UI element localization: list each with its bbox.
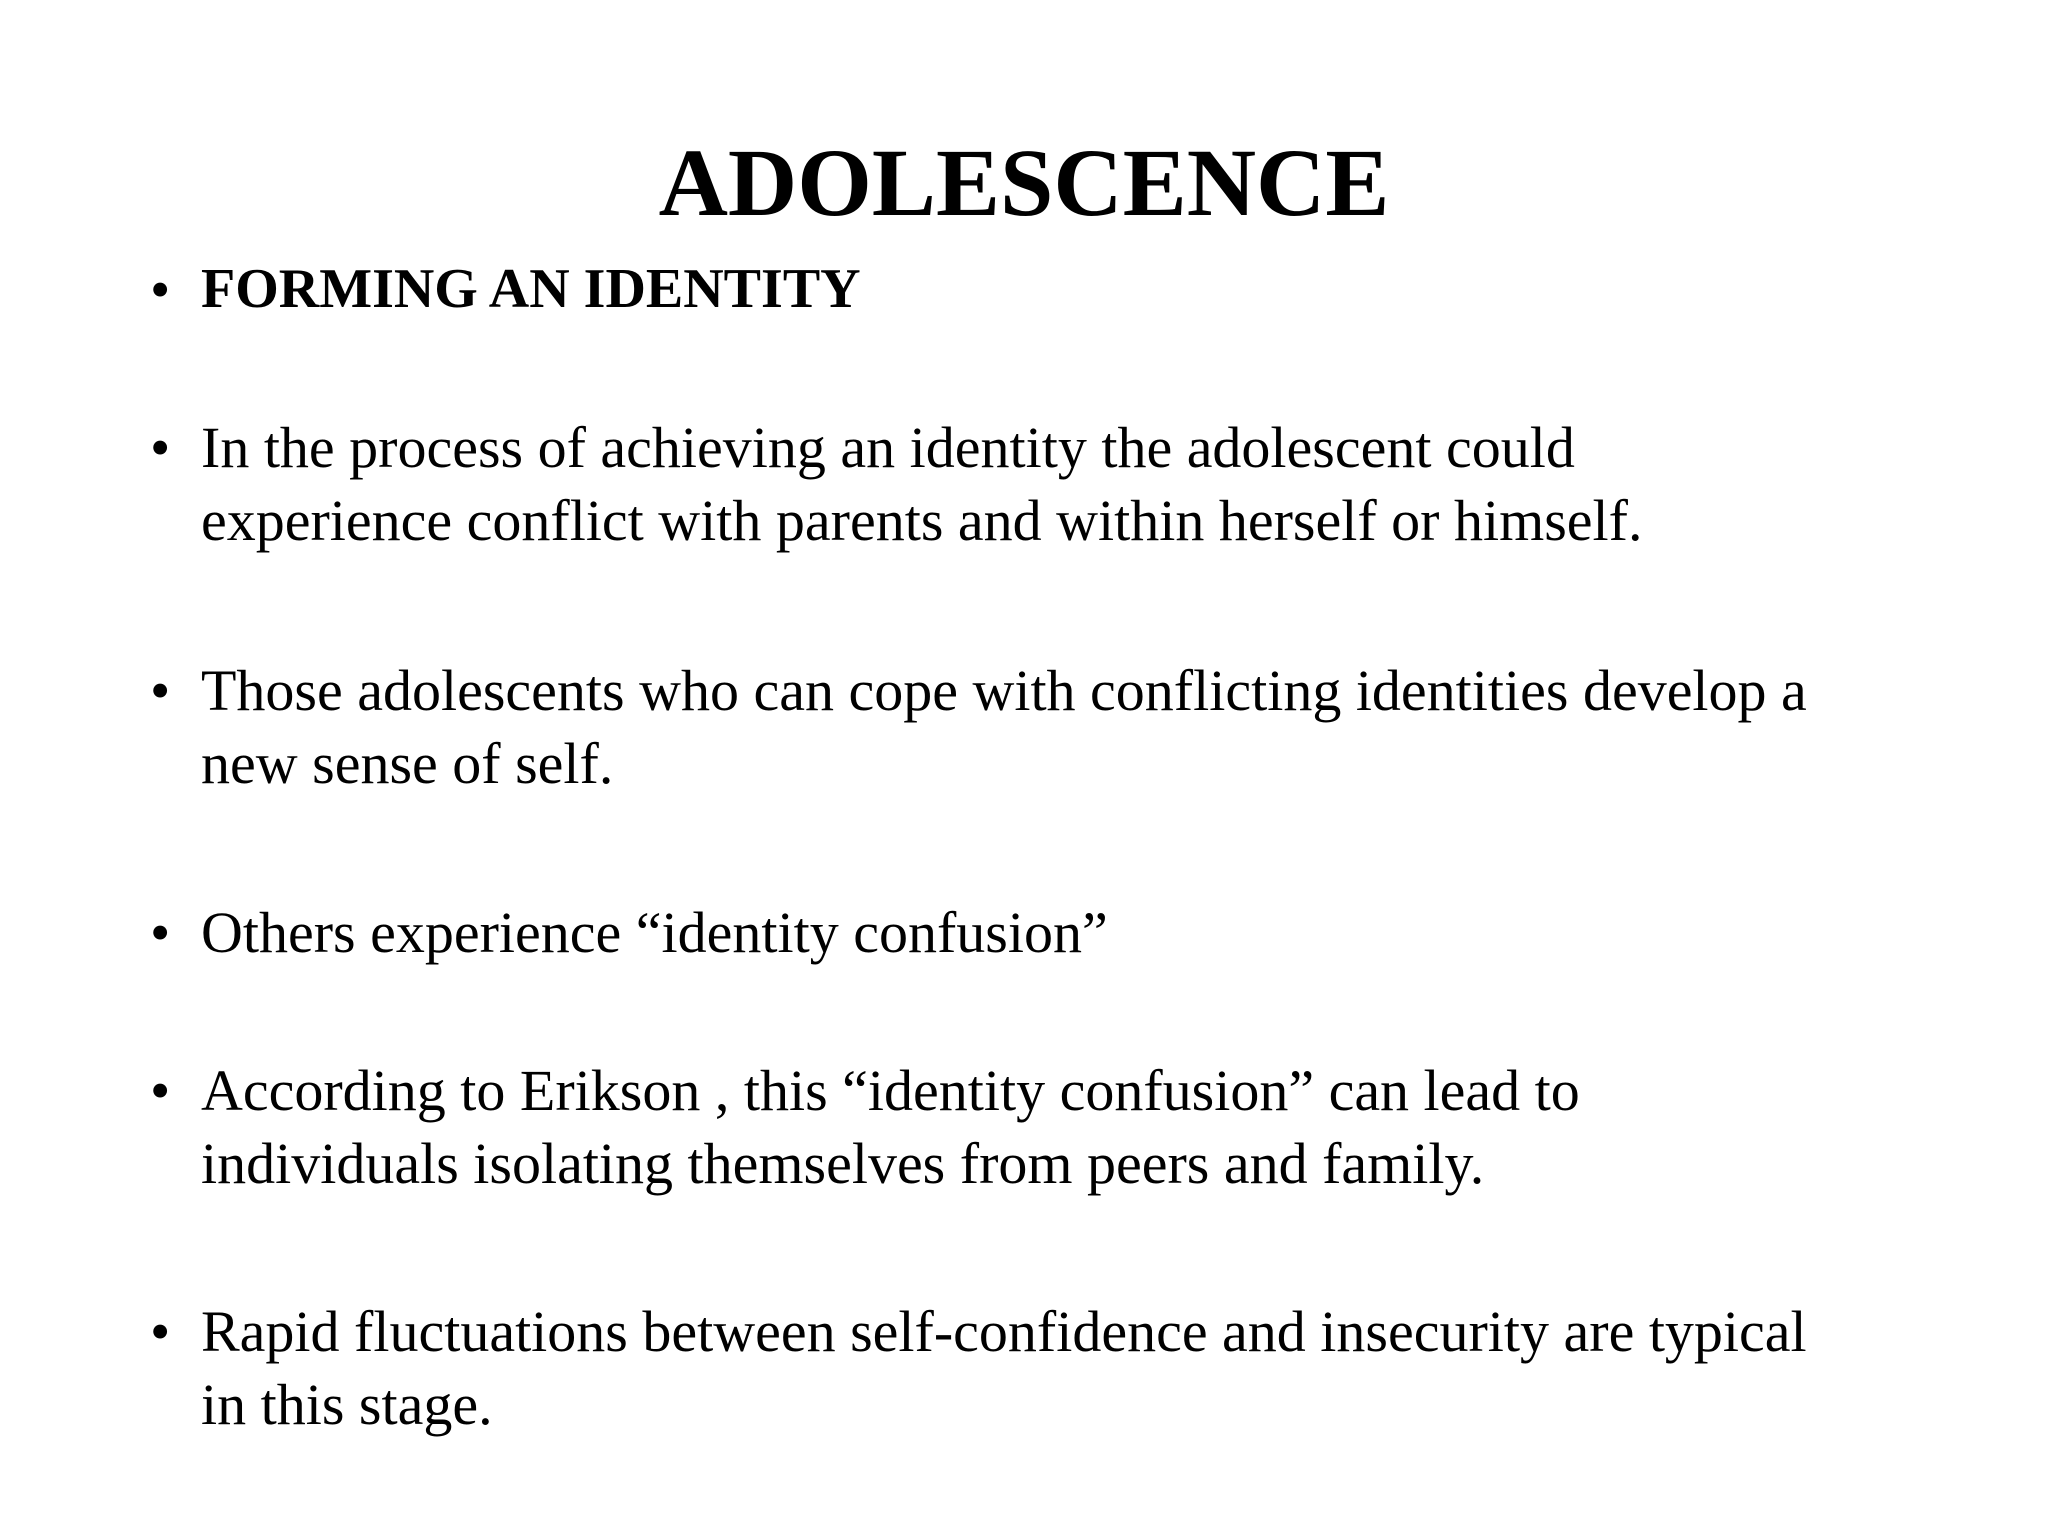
bullet-line: individuals isolating themselves from peers and family. xyxy=(201,1131,1485,1196)
bullet-text xyxy=(201,896,1961,969)
bullet-line: in this stage. xyxy=(201,1372,493,1437)
bullet-text xyxy=(201,654,1961,800)
bullet-icon: • xyxy=(150,1058,171,1123)
bullet-text xyxy=(201,411,1961,557)
bullet-icon: • xyxy=(150,257,171,322)
bullet-text xyxy=(201,1295,1961,1441)
bullet-icon: • xyxy=(150,415,171,480)
bullet-line: new sense of self. xyxy=(201,731,614,796)
bullet-line: experience conflict with parents and within herself or himself. xyxy=(201,488,1643,553)
bullet-line: Those adolescents who can cope with conflicting identities develop a xyxy=(201,658,1807,723)
bullet-icon: • xyxy=(150,900,171,965)
bullet-icon: • xyxy=(150,1299,171,1364)
bullet-line: In the process of achieving an identity the adolescent could xyxy=(201,415,1575,480)
bullet-icon: • xyxy=(150,658,171,723)
bullet-line: Rapid fluctuations between self-confidence and insecurity are typical xyxy=(201,1299,1807,1364)
bullet-heading xyxy=(201,253,1961,326)
bullet-line: FORMING AN IDENTITY xyxy=(201,258,861,320)
bullet-line: Others experience “identity confusion” xyxy=(201,900,1108,965)
bullet-line: According to Erikson , this “identity confusion” can lead to xyxy=(201,1058,1580,1123)
slide-title: ADOLESCENCE xyxy=(658,129,1390,236)
bullet-text xyxy=(201,1054,1961,1200)
